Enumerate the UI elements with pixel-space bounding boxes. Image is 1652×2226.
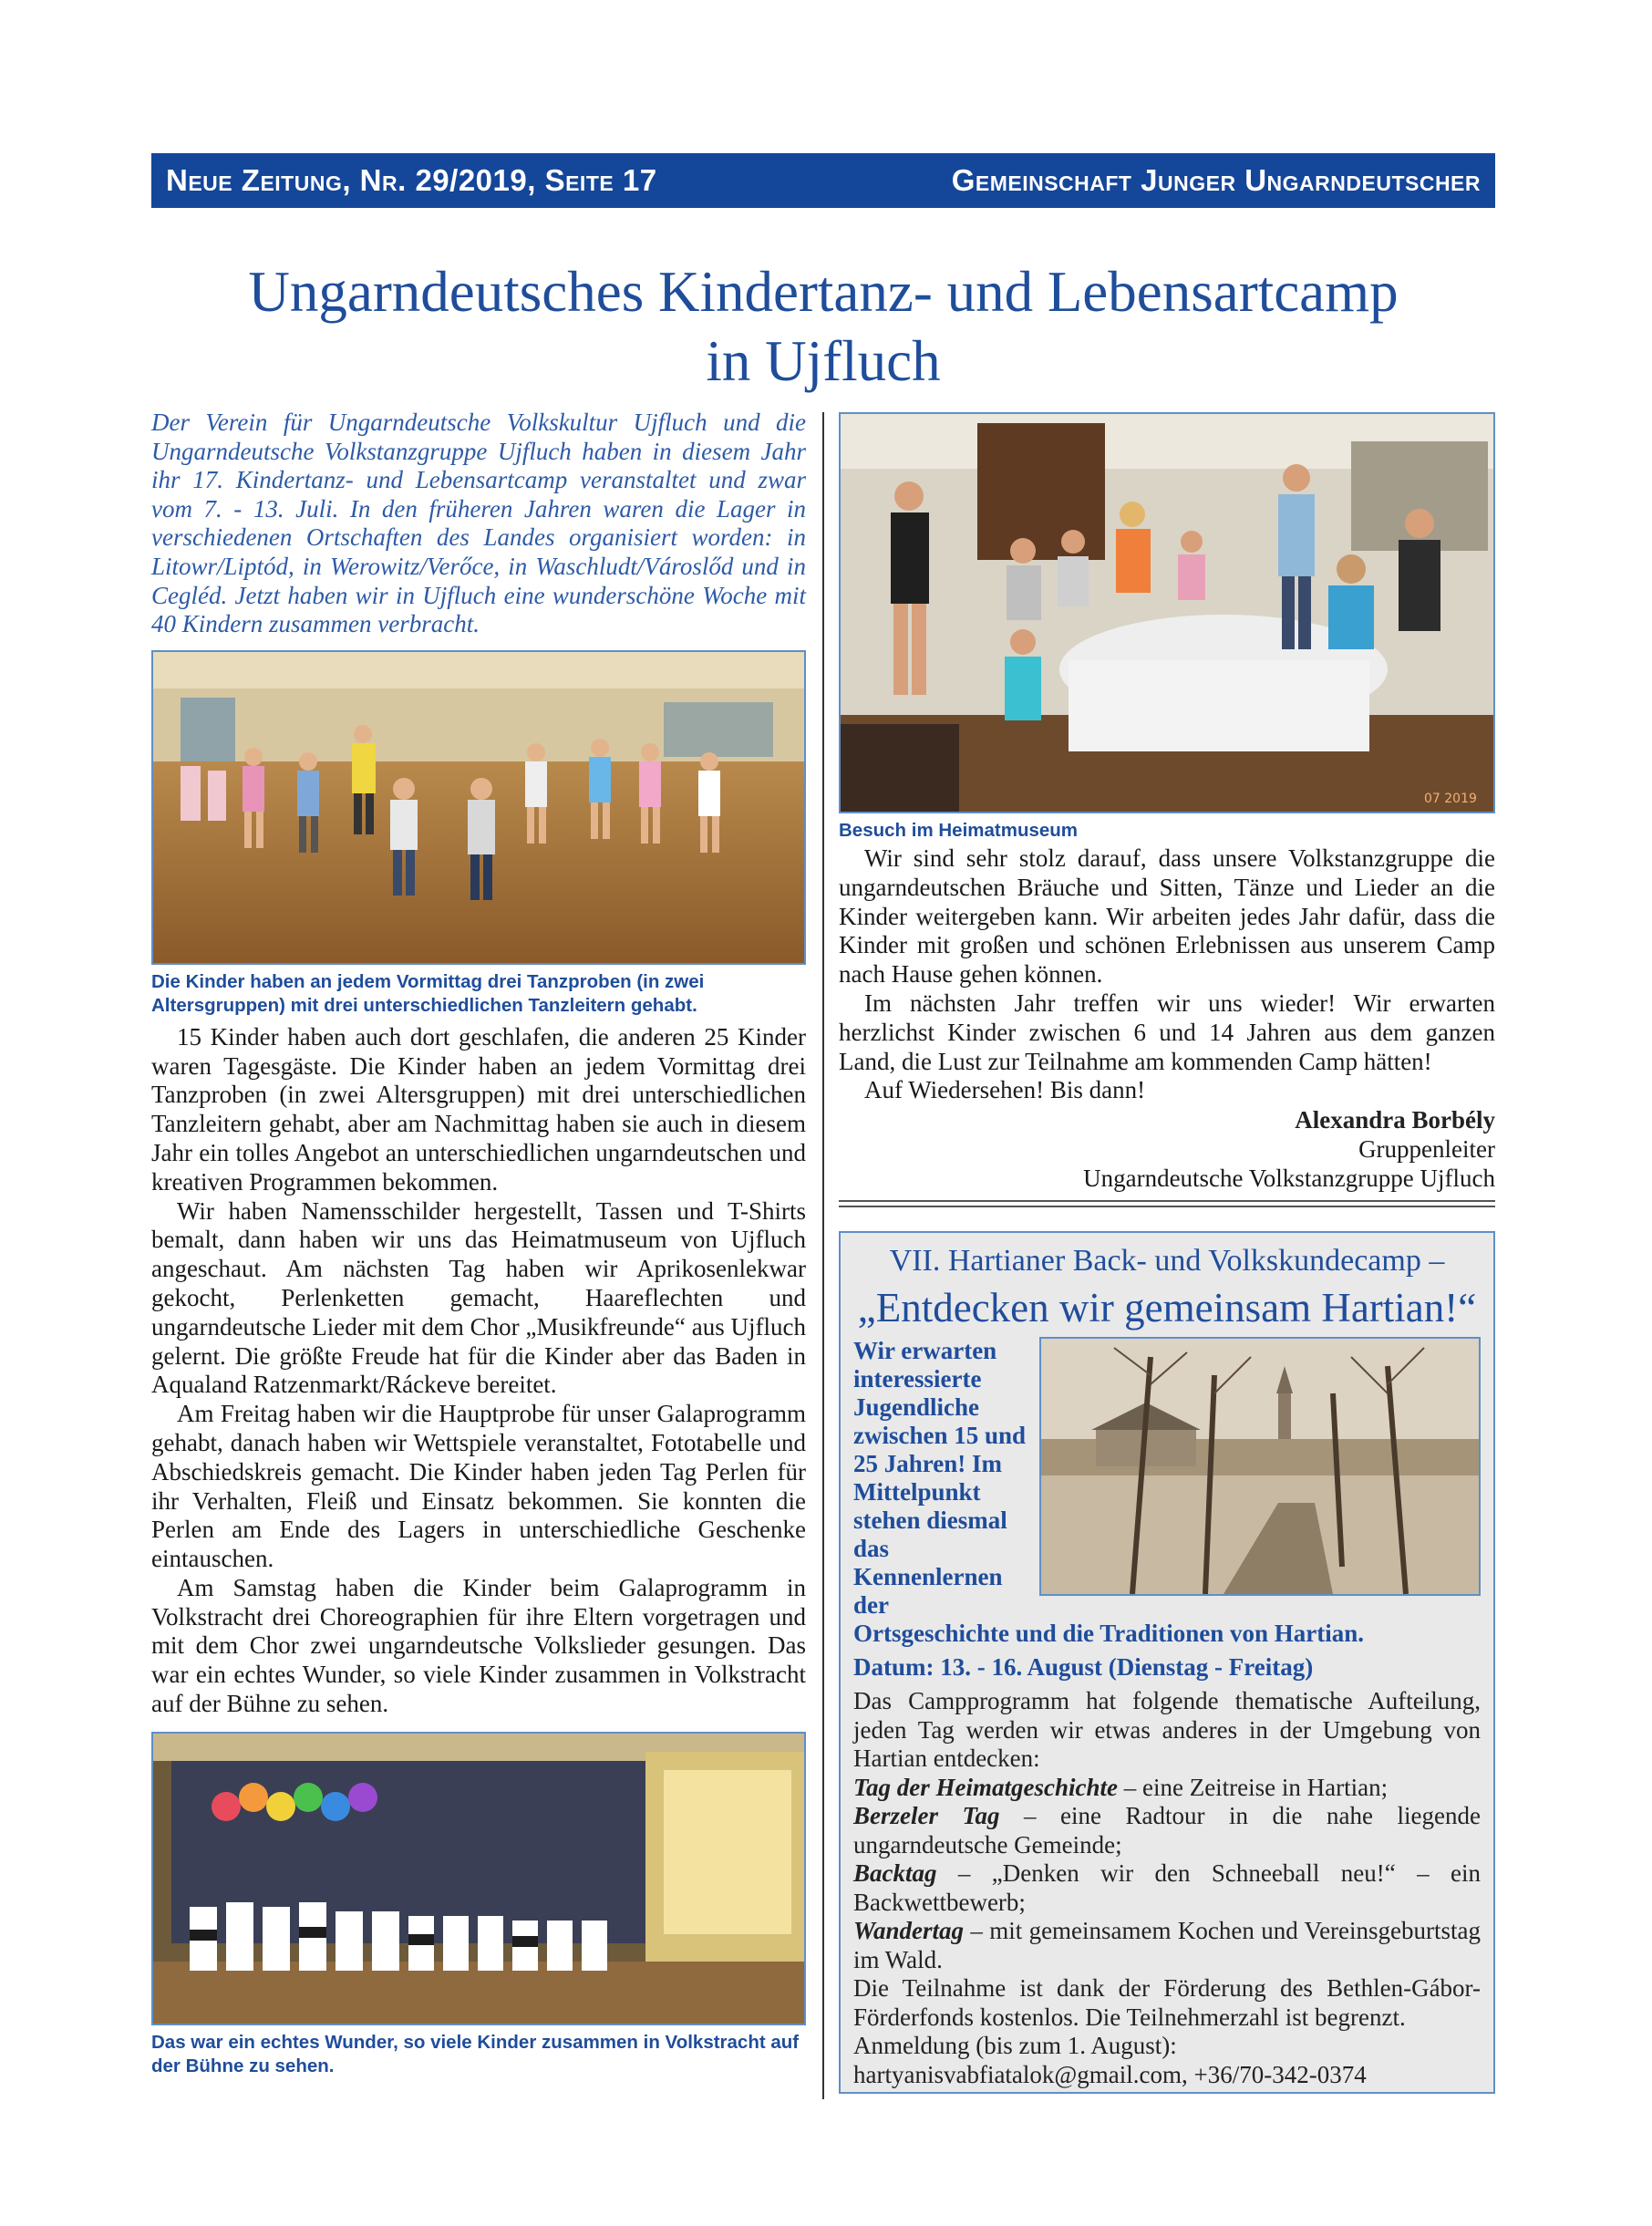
day-description: – „Denken wir den Schneeball neu!“ – ein Backwettbewerb; xyxy=(853,1859,1481,1916)
day-name: Berzeler Tag xyxy=(853,1802,1000,1829)
day-description: – eine Radtour in die nahe liegende ungarndeutsche Gemeinde; xyxy=(853,1802,1481,1858)
left-paragraph: Wir haben Namensschilder hergestellt, Tassen und T-Shirts bemalt, dann haben wir uns das Heimatmuseum von Ujfluch angeschaut. Am nächsten Tag haben wir Aprikosenlekwar gekocht, Perlenketten gemacht, Haareflechten und ungarndeutsche Lieder mit dem Chor „Musikfreunde“ aus Ujfluch gelernt. Die größte Freude hat für die Kinder aber das Baden in Aqualand Ratzenmarkt/Ráckeve bereitet. xyxy=(151,1196,806,1399)
stage-photo-caption: Das war ein echtes Wunder, so viele Kinder zusammen in Volkstracht auf der Bühne zu sehen. xyxy=(151,2031,800,2076)
dance-photo-illustration xyxy=(153,652,804,963)
village-photo xyxy=(1039,1337,1481,1596)
box-program xyxy=(853,1687,1481,2089)
photo-timestamp: 07 2019 xyxy=(1424,792,1477,806)
author-role: Gruppenleiter xyxy=(1358,1135,1495,1164)
box-separator xyxy=(839,1200,1495,1207)
right-paragraph: Im nächsten Jahr treffen wir uns wieder! Wir erwarten herzlichst Kinder zwischen 6 und 14 Jahren aus dem ganzen Land, die Lust zur Teilnahme am kommenden Camp hätten! xyxy=(839,989,1495,1075)
title-line-1: Ungarndeutsches Kindertanz- und Lebensartcamp xyxy=(248,260,1399,324)
left-body-text xyxy=(151,1023,806,1719)
issue-info: Neue Zeitung, Nr. 29/2019, Seite 17 xyxy=(166,163,657,197)
box-slogan: „Entdecken wir gemeinsam Hartian!“ xyxy=(857,1285,1477,1330)
column-divider xyxy=(822,412,824,2099)
contact-info: hartyanisvabfiatalok@gmail.com, +36/70-342-0374 xyxy=(853,2060,1367,2088)
article-title xyxy=(151,257,1495,396)
intro-paragraph: Der Verein für Ungarndeutsche Volkskultur Ujfluch und die Ungarndeutsche Volkstanzgruppe Ujfluch haben in diesem Jahr ihr 17. Kindertanz- und Lebensartcamp veranstaltet und zwar vom 7. - 13. Juli. In den früheren Jahren waren die Lager in verschiedenen Ortschaften des Landes organisiert worden: in Litowr/Liptód, in Werowitz/Verőce, in Waschludt/Városlőd und in Cegléd. Jetzt haben wir in Ujfluch eine wunderschöne Woche mit 40 Kindern zusammen verbracht. xyxy=(151,409,806,638)
museum-photo-illustration xyxy=(841,414,1493,812)
camp-announcement-box xyxy=(839,1231,1495,2094)
day-description: – eine Zeitreise in Hartian; xyxy=(1117,1773,1389,1801)
right-body-text xyxy=(839,844,1495,1105)
title-line-2: in Ujfluch xyxy=(706,329,941,393)
author-group: Ungarndeutsche Volkstanzgruppe Ujfluch xyxy=(1083,1165,1495,1193)
left-column xyxy=(151,409,806,2084)
left-paragraph: Am Freitag haben wir die Hauptprobe für unser Galaprogramm gehabt, danach haben wir Wettspiele veranstaltet, Fototabelle und Abschiedskreis gemacht. Die Kinder haben jeden Tag Perlen für ihr Verhalten, Fleiß und Einsatz bekommen. Sie konnten die Perlen am Ende des Lagers in unterschiedliche Geschenke eintauschen. xyxy=(151,1400,806,1573)
funding-note: Die Teilnahme ist dank der Förderung des Bethlen-Gábor-Förderfonds kostenlos. Die Teilnehmerzahl ist begrenzt. xyxy=(853,1974,1481,2031)
dance-photo xyxy=(151,650,806,965)
right-column xyxy=(839,412,1495,1193)
day-name: Backtag xyxy=(853,1859,937,1887)
box-heading: VII. Hartianer Back- und Volkskundecamp – xyxy=(889,1244,1445,1278)
box-intro: Wir erwarten interessierte Jugendliche zwischen 15 und 25 Jahren! Im Mittelpunkt stehen diesmal das Kennenlernen der Ortsgeschichte und die Traditionen von Hartian. xyxy=(853,1337,1365,1647)
program-day xyxy=(853,1859,1481,1917)
registration-note: Anmeldung (bis zum 1. August): xyxy=(853,2032,1177,2059)
program-intro: Das Campprogramm hat folgende thematische Aufteilung, jeden Tag werden wir etwas anderes in der Umgebung von Hartian entdecken: xyxy=(853,1687,1481,1772)
stage-photo xyxy=(151,1732,806,2025)
stage-photo-illustration xyxy=(153,1734,804,2024)
day-name: Wandertag xyxy=(853,1917,965,1944)
village-photo-illustration xyxy=(1041,1339,1479,1594)
right-paragraph: Wir sind sehr stolz darauf, dass unsere Volkstanzgruppe die ungarndeutschen Bräuche und Sitten, Tänze und Lieder an die Kinder weitergeben kann. Wir arbeiten jedes Jahr dafür, dass die Kinder mit großen und schönen Erlebnissen aus unserem Camp nach Hause gehen können. xyxy=(839,844,1495,989)
right-paragraph: Auf Wiedersehen! Bis dann! xyxy=(864,1076,1146,1104)
program-day xyxy=(853,1802,1481,1859)
box-intro-row xyxy=(853,1337,1481,1682)
program-day xyxy=(853,1774,1481,1803)
section-name: Gemeinschaft Junger Ungarndeutscher xyxy=(951,163,1481,197)
box-date: Datum: 13. - 16. August (Dienstag - Freitag) xyxy=(853,1653,1314,1681)
left-paragraph: Am Samstag haben die Kinder beim Galaprogramm in Volkstracht drei Choreographien für ihre Eltern vorgetragen und mit dem Chor zwei ungarndeutsche Volkslieder gesungen. Das war ein echtes Wunder, so viele Kinder zusammen in Volkstracht auf der Bühne zu sehen. xyxy=(151,1573,806,1718)
signature-block xyxy=(839,1105,1495,1193)
day-name: Tag der Heimatgeschichte xyxy=(853,1773,1118,1801)
dance-photo-caption: Die Kinder haben an jedem Vormittag drei Tanzproben (in zwei Altersgruppen) mit drei unterschiedlichen Tanzleitern gehabt. xyxy=(151,970,705,1016)
day-description: – mit gemeinsamem Kochen und Vereinsgeburtstag im Wald. xyxy=(853,1917,1481,1973)
left-paragraph: 15 Kinder haben auch dort geschlafen, die anderen 25 Kinder waren Tagesgäste. Die Kinder haben an jedem Vormittag drei Tanzproben (in zwei Altersgruppen) mit drei unterschiedlichen Tanzleitern gehabt, aber am Nachmittag haben sie auch in diesem Jahr ein tolles Angebot an unterschiedlichen ungarndeutschen und kreativen Programmen bekommen. xyxy=(151,1022,806,1196)
author-name: Alexandra Borbély xyxy=(1295,1106,1495,1134)
masthead-bar xyxy=(151,153,1495,208)
museum-photo xyxy=(839,412,1495,813)
program-day xyxy=(853,1917,1481,1974)
museum-photo-caption: Besuch im Heimatmuseum xyxy=(839,820,1079,841)
